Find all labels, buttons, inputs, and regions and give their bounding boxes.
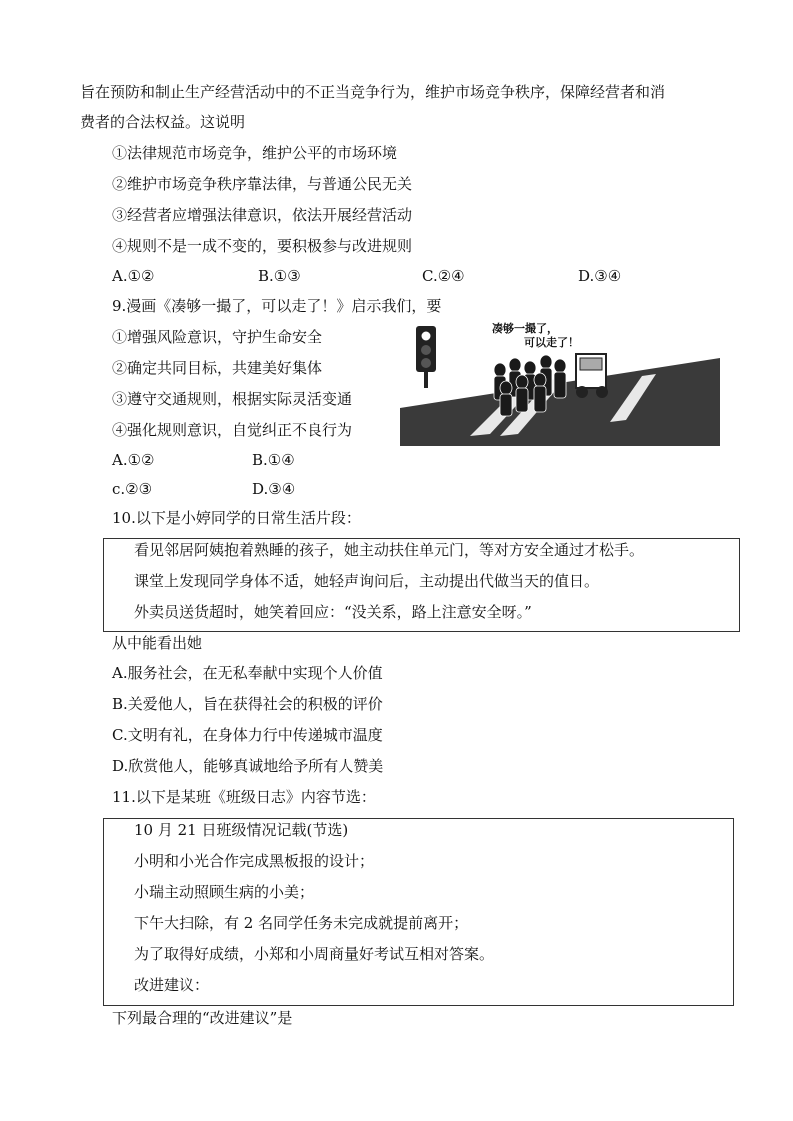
q10-option-d: D.欣赏他人，能够真诚地给予所有人赞美 — [112, 757, 384, 775]
q11-box-line-5: 为了取得好成绩，小郑和小周商量好考试互相对答案。 — [134, 945, 495, 963]
q9-statement-1: ①增强风险意识，守护生命安全 — [112, 328, 323, 346]
q8-stem-line2: 费者的合法权益。这说明 — [80, 113, 246, 131]
q10-lead: 从中能看出她 — [112, 634, 203, 652]
q11-box-line-4: 下午大扫除，有 2 名同学任务未完成就提前离开； — [134, 914, 469, 932]
q11-box-line-2: 小明和小光合作完成黑板报的设计； — [134, 852, 375, 870]
q9-statement-4: ④强化规则意识，自觉纠正不良行为 — [112, 421, 353, 439]
q11-box-line-3: 小瑞主动照顾生病的小美； — [134, 883, 315, 901]
q8-option-c: C.②④ — [422, 267, 465, 285]
q9-statement-2: ②确定共同目标，共建美好集体 — [112, 359, 323, 377]
q11-box-line-1: 10 月 21 日班级情况记载(节选) — [134, 821, 349, 839]
cartoon-caption-2: 可以走了！ — [524, 336, 579, 349]
q9-option-d: D.③④ — [252, 480, 296, 498]
q9-option-c: c.②③ — [112, 480, 153, 498]
cartoon-caption-1: 凑够一撮了， — [492, 322, 558, 335]
q9-statement-3: ③遵守交通规则，根据实际灵活变通 — [112, 390, 353, 408]
q11-lead: 下列最合理的“改进建议”是 — [112, 1009, 293, 1027]
q8-option-a: A.①② — [112, 267, 155, 285]
q8-statement-4: ④规则不是一成不变的，要积极参与改进规则 — [112, 237, 413, 255]
q10-option-c: C.文明有礼，在身体力行中传递城市温度 — [112, 726, 383, 744]
q11-box-line-6: 改进建议： — [134, 976, 210, 994]
q8-statement-3: ③经营者应增强法律意识，依法开展经营活动 — [112, 206, 413, 224]
q10-option-b: B.关爱他人，旨在获得社会的积极的评价 — [112, 695, 383, 713]
q8-statement-2: ②维护市场竞争秩序靠法律，与普通公民无关 — [112, 175, 413, 193]
q9-stem: 9.漫画《凑够一撮了，可以走了！》启示我们，要 — [112, 297, 442, 315]
q9-option-b: B.①④ — [252, 451, 295, 469]
q9-option-a: A.①② — [112, 451, 155, 469]
q10-box-line-3: 外卖员送货超时，她笑着回应：“没关系，路上注意安全呀。” — [134, 603, 532, 621]
q10-box-line-1: 看见邻居阿姨抱着熟睡的孩子，她主动扶住单元门，等对方安全通过才松手。 — [134, 541, 645, 559]
traffic-cartoon — [400, 318, 720, 446]
q11-stem: 11.以下是某班《班级日志》内容节选： — [112, 788, 376, 806]
q8-option-b: B.①③ — [258, 267, 301, 285]
q10-option-a: A.服务社会，在无私奉献中实现个人价值 — [112, 664, 383, 682]
q8-stem-line1: 旨在预防和制止生产经营活动中的不正当竞争行为，维护市场竞争秩序，保障经营者和消 — [80, 83, 666, 101]
q8-statement-1: ①法律规范市场竞争，维护公平的市场环境 — [112, 144, 398, 162]
q10-box-line-2: 课堂上发现同学身体不适，她轻声询问后，主动提出代做当天的值日。 — [134, 572, 600, 590]
q10-stem: 10.以下是小婷同学的日常生活片段： — [112, 509, 361, 527]
q8-option-d: D.③④ — [578, 267, 622, 285]
